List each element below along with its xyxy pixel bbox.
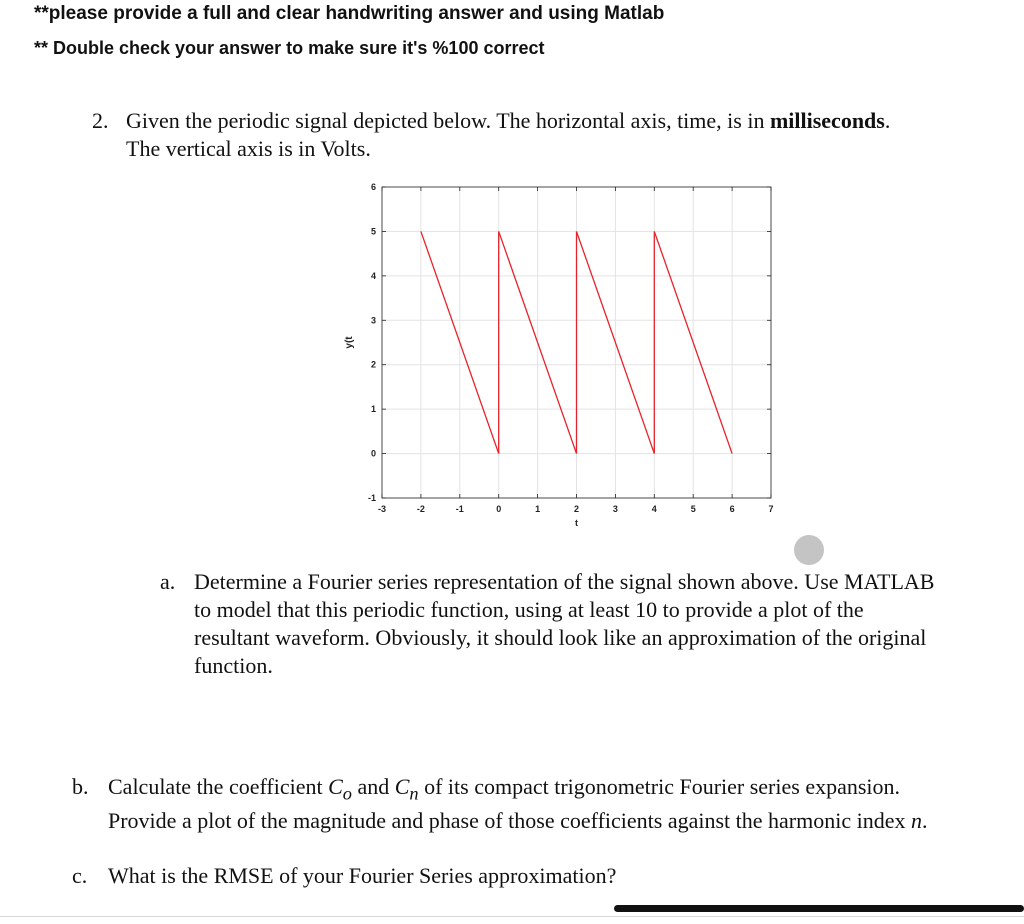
x-tick-label: 7 [768,504,774,514]
c0-symbol: $C_o$ [328,774,352,804]
problem-text-a: Given the periodic signal depicted below. The horizontal axis, time, is in [126,108,770,133]
x-tick-label: -3 [377,504,387,514]
x-tick-label: 4 [651,504,657,514]
x-tick-label: 3 [612,504,618,514]
part-b-text-4: . [921,808,928,834]
part-b-text [108,773,928,835]
y-tick-label: 4 [370,270,376,281]
part-c-label: c. [72,863,88,888]
x-tick-label: -1 [455,504,464,514]
home-indicator-bar [614,905,1024,912]
y-tick-label: 6 [370,182,376,192]
y-tick-label: 2 [370,359,376,370]
x-axis-label: t [575,518,578,528]
x-tick-label: 5 [690,504,696,514]
problem-text-b: . [884,108,891,133]
part-b-text-3: of its compact trigonometric Fourier series expansion. Provide a plot of the magnitude and phase of those coefficients against the harmonic index [108,774,911,834]
x-tick-label: -2 [416,504,425,514]
problem-bold-word: milliseconds [769,108,885,133]
x-tick-label: 0 [496,504,502,514]
part-b-label: b. [72,774,89,799]
y-axis-label: y(t [344,336,355,349]
instruction-note-1: **please provide a full and clear handwriting answer and using Matlab [34,3,665,24]
signal-chart [330,175,790,545]
x-tick-label: 1 [535,504,541,514]
y-tick-label: -1 [367,493,376,503]
instruction-note-2: ** Double check your answer to make sure it's %100 correct [34,38,545,58]
divider [0,916,1024,917]
x-tick-label: 6 [729,504,735,514]
y-tick-label: 5 [370,226,376,237]
x-tick-label: 2 [573,504,580,514]
problem-statement-line1 [126,107,890,135]
part-c-text: What is the RMSE of your Fourier Series approximation? [108,863,617,888]
n-variable: n [910,808,922,834]
part-a-text: Determine a Fourier series representation of the signal shown above. Use MATLAB to model that this periodic function, using at least 10 to provide a plot of the resultant waveform. Obviously, it should look like an approximation of the original function. [194,569,935,678]
y-tick-label: 3 [370,315,376,326]
scroll-indicator-dot [794,535,824,565]
y-tick-label: 1 [370,404,376,415]
problem-statement-line2: The vertical axis is in Volts. [126,136,371,161]
cn-symbol: $C_n$ [394,774,419,804]
part-b-text-1: Calculate the coefficient [108,774,329,799]
part-b-text-2: and [351,774,395,799]
y-tick-label: 0 [370,448,376,459]
problem-number: 2. [92,108,109,133]
part-a-label: a. [160,569,176,594]
